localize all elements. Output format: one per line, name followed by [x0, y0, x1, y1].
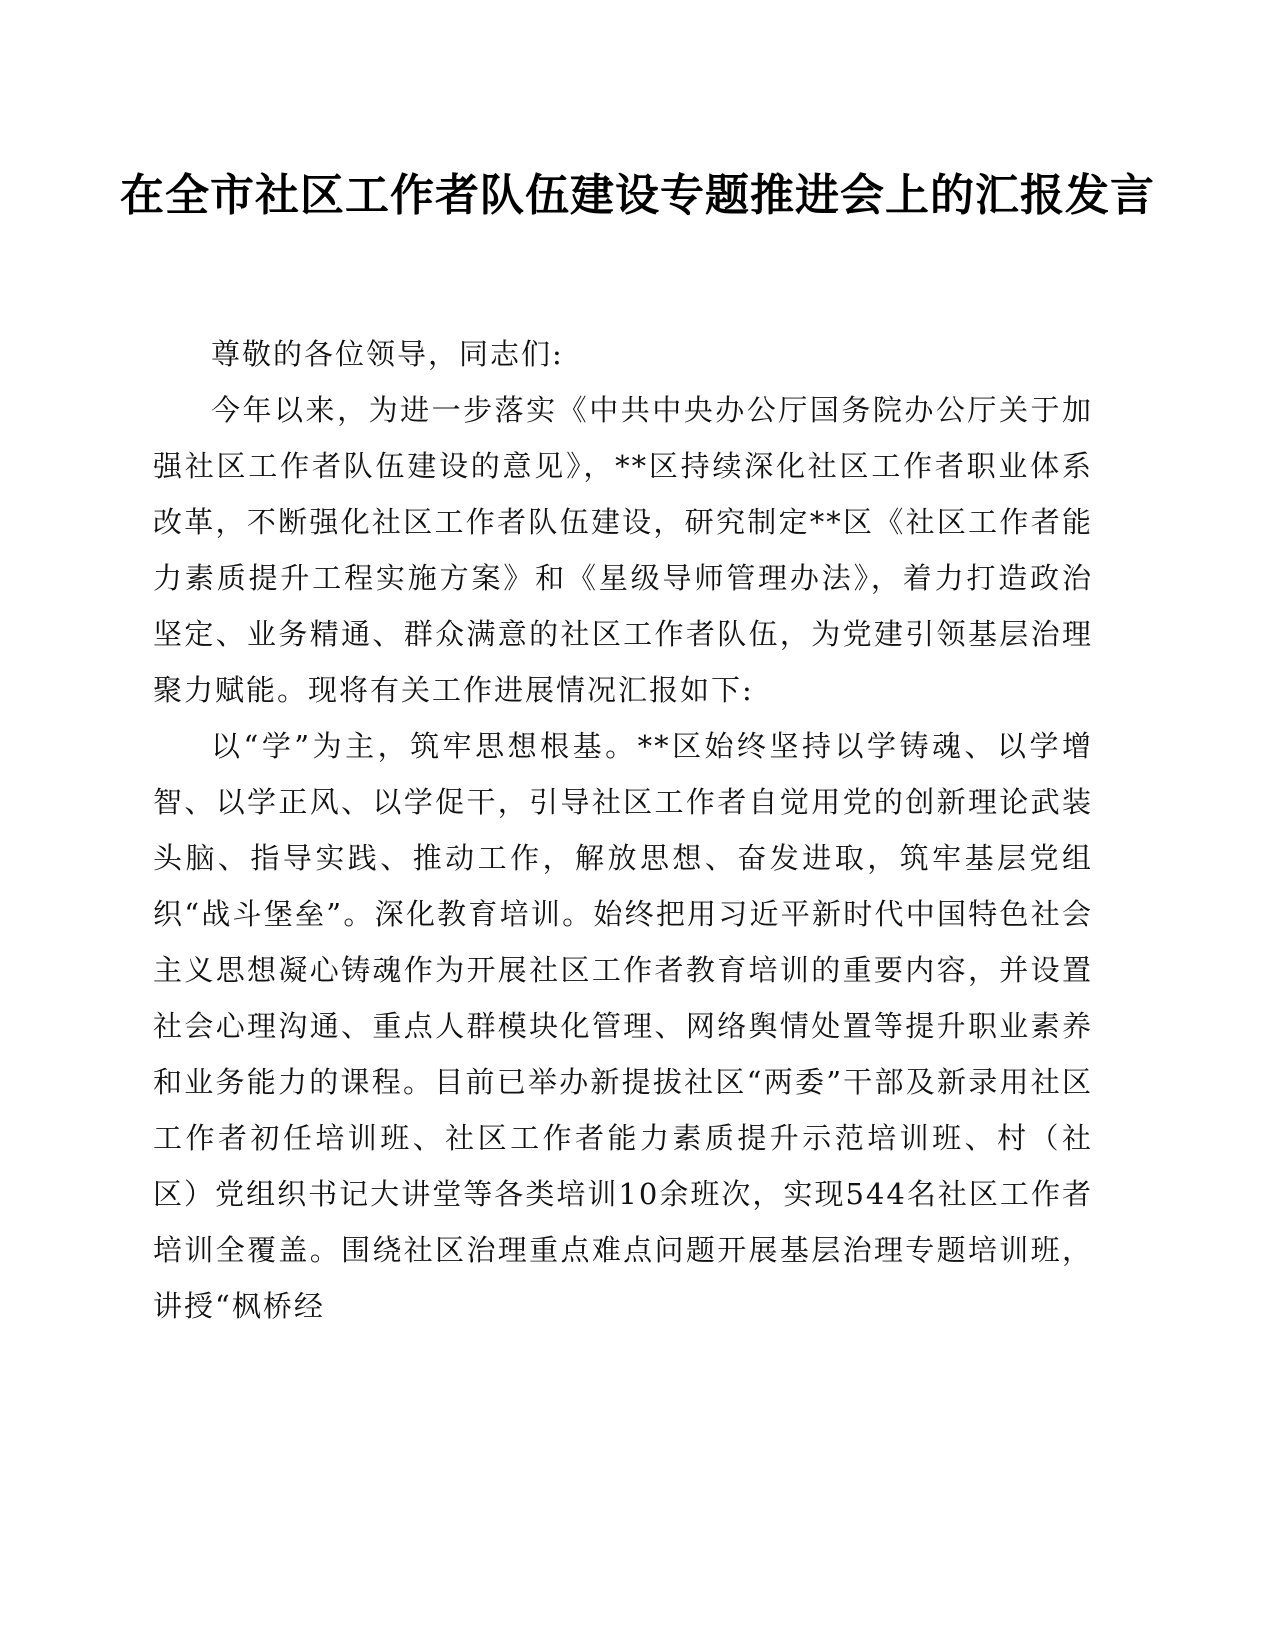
document-body — [153, 326, 1093, 1334]
salutation: 尊敬的各位领导，同志们: — [211, 337, 564, 371]
document-title: 在全市社区工作者队伍建设专题推进会上的汇报发言 — [120, 170, 1155, 221]
paragraph-intro: 今年以来，为进一步落实《中共中央办公厅国务院办公厅关于加强社区工作者队伍建设的意见》，**区持续深化社区工作者职业体系改革，不断强化社区工作者队伍建设，研究制定**区《社区工作者能力素质提升工程实施方案》和《星级导师管理办法》，着力打造政治坚定、业务精通、群众满意的社区工作者队伍，为党建引领基层治理聚力赋能。现将有关工作进展情况汇报如下: — [153, 393, 1093, 707]
paragraph-study: 以“学”为主，筑牢思想根基。**区始终坚持以学铸魂、以学增智、以学正风、以学促干，引导社区工作者自觉用党的创新理论武装头脑、指导实践、推动工作，解放思想、奋发进取，筑牢基层党组织“战斗堡垒”。深化教育培训。始终把用习近平新时代中国特色社会主义思想凝心铸魂作为开展社区工作者教育培训的重要内容，并设置社会心理沟通、重点人群模块化管理、网络舆情处置等提升职业素养和业务能力的课程。目前已举办新提拔社区“两委”干部及新录用社区工作者初任培训班、社区工作者能力素质提升示范培训班、村（社区）党组织书记大讲堂等各类培训10余班次，实现544名社区工作者培训全覆盖。围绕社区治理重点难点问题开展基层治理专题培训班，讲授“枫桥经 — [153, 729, 1093, 1323]
